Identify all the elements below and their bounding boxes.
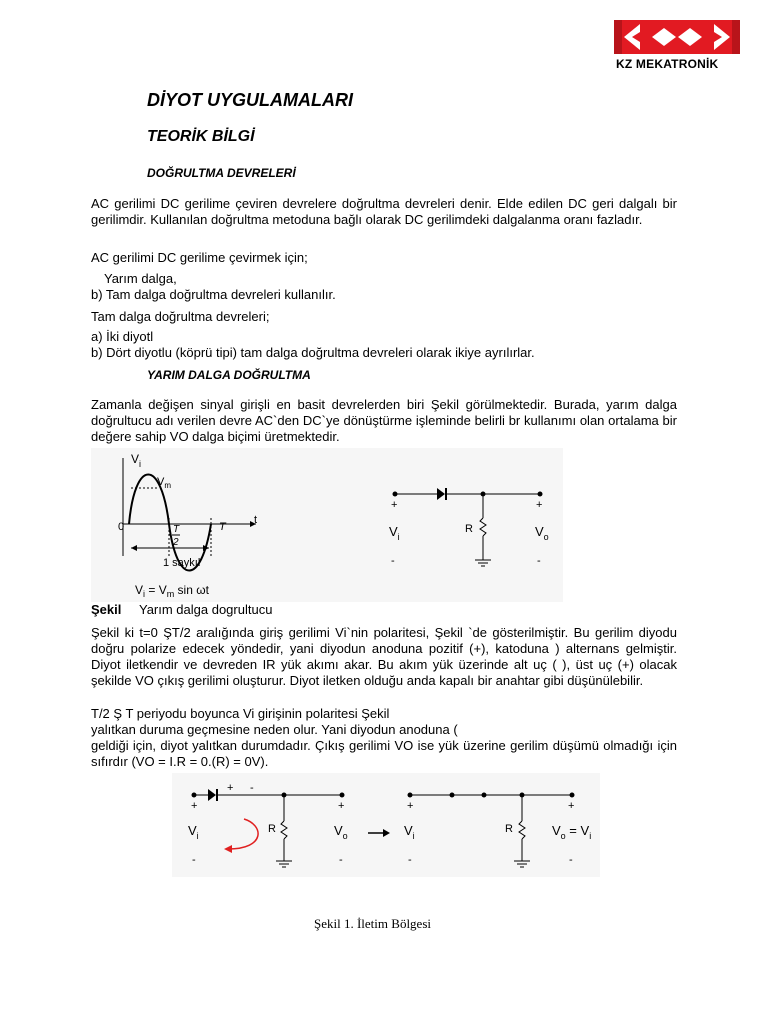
period-label: T [219, 521, 226, 533]
figure-1-graphic [91, 448, 563, 602]
resistor-symbol [480, 518, 486, 536]
half-period-num: T [173, 524, 180, 535]
vin-label: $V_i$ [404, 823, 415, 841]
minus-sign: - [408, 854, 412, 866]
half-period-den: 2 [173, 537, 179, 548]
paragraph: AC gerilimi DC gerilime çeviren devrelere doğrultma devreleri denir. Elde edilen DC geri dalgalı bir gerilimdir. Kullanılan doğrultma metoduna bağlı olarak DC gerilimdeki dalgalanma oranı fazladır. [91, 196, 677, 227]
plus-sign: + [391, 499, 398, 511]
right-arrow-icon [383, 829, 390, 837]
vin-label: $V_i$ [188, 823, 199, 841]
plus-sign: + [568, 800, 575, 812]
caption-text: Yarım dalga dogrultucu [138, 602, 273, 617]
plus-sign: + [407, 800, 414, 812]
minus-sign: - [250, 782, 254, 794]
list-item: b) Dört diyotlu (köprü tipi) tam dalga doğrultma devreleri olarak ikiye ayrılırlar. [91, 345, 535, 360]
logo [612, 16, 742, 74]
section-heading: DOĞRULTMA DEVRELERİ [147, 166, 296, 180]
list-item: a) İki diyotl [91, 329, 154, 344]
cycle-label: 1 saykıl [163, 557, 201, 569]
vin-label: $V_i$ [389, 524, 400, 542]
y-axis-label: $V_i$ [131, 452, 142, 469]
plus-sign: + [227, 782, 234, 794]
peak-label: $V_m$ [157, 476, 172, 490]
minus-sign: - [339, 854, 343, 866]
paragraph: Şekil ki t=0 ŞT/2 aralığında giriş gerilimi Vi`nin polaritesi, Şekil `de gösterilmiştir. Bu gerilim diyodu doğru polarize edecek yöndedir, yani diyodun anoduna pozitif (+), katoduna ) alternans gelmiştir. Diyot iletkendir ve devreden IR yük akımı akar. Bu akım yük üzerinde alt uç ( ), üst uç (+) olacak şekilde VO çıkış gerilimi oluşturur. Diyot iletken olduğu anda kapalı bir anahtar gibi düşünülebilir. [91, 625, 677, 688]
vout-label: $V_o$ [334, 823, 348, 841]
minus-sign: - [391, 555, 395, 567]
figure-caption [91, 602, 272, 618]
paragraph: Zamanla değişen sinyal girişli en basit devrelerden biri Şekil görülmektedir. Burada, yarım dalga doğrultucu adı verilen devre AC`den DC`ye dönüştürme işleminde belirli br kullanımı olan ortalama bir değere sahip VO dalga biçimi üretmektedir. [91, 397, 677, 444]
plus-sign: + [191, 800, 198, 812]
vout-label: $V_o$ [535, 524, 549, 542]
list-item: b) Tam dalga doğrultma devreleri kullanılır. [91, 287, 336, 302]
resistor-label: R [505, 823, 513, 835]
current-arrow [228, 819, 258, 849]
figure-2-graphic [172, 773, 600, 877]
section-heading: YARIM DALGA DOĞRULTMA [147, 368, 311, 382]
resistor-symbol [519, 821, 525, 839]
resistor-symbol [281, 821, 287, 839]
caption-bold: Şekil [91, 602, 122, 617]
minus-sign: - [537, 555, 541, 567]
logo-text: KZ MEKATRONİK [616, 57, 719, 71]
plus-sign: + [338, 800, 345, 812]
paragraph-line: yalıtkan duruma geçmesine neden olur. Yani diyodun anoduna ( [91, 722, 458, 737]
diode-symbol [437, 488, 445, 500]
plus-sign: + [536, 499, 543, 511]
t-axis-label: t [254, 514, 258, 526]
minus-sign: - [192, 854, 196, 866]
resistor-label: R [465, 523, 473, 535]
formula: $V_i = V_m$ sin ωt [135, 583, 209, 599]
arrow-head-icon [224, 845, 232, 853]
paragraph: geldiği için, diyot yalıtkan durumdadır. Çıkış gerilimi VO ise yük üzerine gerilim düşümü olmadığı için sıfırdır (VO = I.R = 0.(R) = 0V). [91, 738, 677, 769]
figure-caption: Şekil 1. İletim Bölgesi [314, 916, 431, 931]
paragraph-line: T/2 Ş T periyodu boyunca Vi girişinin polaritesi Şekil [91, 706, 390, 721]
minus-sign: - [569, 854, 573, 866]
figure-half-wave-rectifier [91, 448, 563, 602]
paragraph: AC gerilimi DC gerilime çevirmek için; [91, 250, 308, 265]
vout-eq-label: $V_o = V_i$ [552, 823, 592, 841]
paragraph: Tam dalga doğrultma devreleri; [91, 309, 270, 324]
subtitle: TEORİK BİLGİ [147, 128, 255, 145]
page-title: DİYOT UYGULAMALARI [147, 90, 353, 110]
diode-symbol [208, 789, 216, 801]
origin-label: 0 [118, 521, 125, 533]
logo-mark [612, 16, 742, 56]
figure-conduction-region [172, 773, 600, 877]
resistor-label: R [268, 823, 276, 835]
list-item: Yarım dalga, [104, 271, 177, 286]
